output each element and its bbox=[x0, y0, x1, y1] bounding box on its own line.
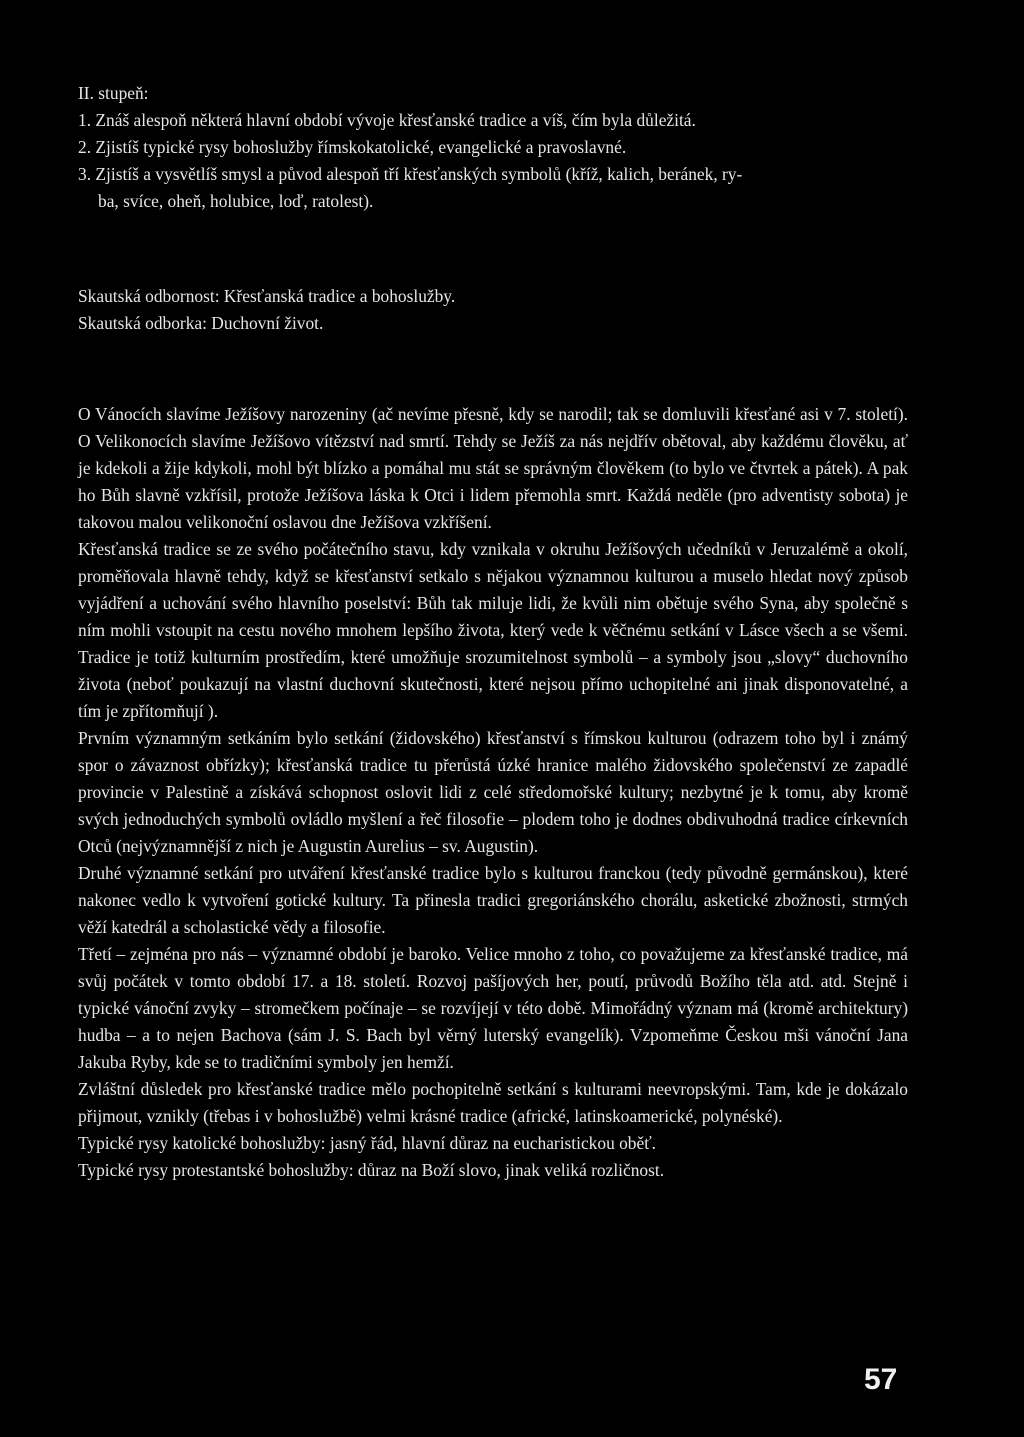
odbornost-block bbox=[78, 283, 908, 337]
paragraph: Prvním významným setkáním bylo setkání (židovského) křesťanství s římskou kulturou (odrazem toho byl i známý spor o závaznost obřízky); křesťanská tradice tu přerůstá úzké hranice malého židovského společenství ze zapadlé provincie v Palestině a získává schopnost oslovit lidi z celé středomořské kultury; nezbytné je k tomu, aby kromě svých jednoduchých symbolů ovládlo myšlení a řeč filosofie – plodem toho je dodnes obdivuhodná tradice církevních Otců (nejvýznamnější z nich je Augustin Aurelius – sv. Augustin). bbox=[78, 728, 908, 856]
odbornost-line: Skautská odbornost: Křesťanská tradice a bohoslužby. bbox=[78, 286, 456, 306]
page-number: 57 bbox=[864, 1363, 898, 1396]
paragraph: Třetí – zejména pro nás – významné období je baroko. Velice mnoho z toho, co považujeme za křesťanské tradice, má svůj počátek v tomto období 17. a 18. století. Rozvoj pašíjových her, poutí, průvodů Božího těla atd. atd. Stejně i typické vánoční zvyky – stromečkem počínaje – se rozvíjejí v této době. Mimořádný význam má (kromě architektury) hudba – a to nejen Bachova (sám J. S. Bach byl věrný luterský evangelík). Vzpomeňme Českou mši vánoční Jana Jakuba Ryby, kde se to tradičními symboly jen hemží. bbox=[78, 944, 908, 1072]
list-item-text: Zjistíš a vysvětlíš smysl a původ alespoň tří křesťanských symbolů (kříž, kalich, beránek, ry- bbox=[95, 164, 743, 184]
paragraph: Typické rysy protestantské bohoslužby: důraz na Boží slovo, jinak veliká rozličnost. bbox=[78, 1160, 665, 1180]
list-item-number: 2. bbox=[78, 137, 92, 157]
requirements-list bbox=[78, 107, 908, 215]
paragraph: O Vánocích slavíme Ježíšovy narozeniny (ač nevíme přesně, kdy se narodil; tak se domluvili křesťané asi v 7. století). O Velikonocích slavíme Ježíšovo vítězství nad smrtí. Tehdy se Ježíš za nás nejdřív obětoval, aby každému člověku, ať je kdekoli a žije kdykoli, mohl být blízko a pomáhal mu stát se správným člověkem (to bylo ve čtvrtek a pátek). A pak ho Bůh slavně vzkřísil, protože Ježíšova láska k Otci i lidem přemohla smrt. Každá neděle (pro adventisty sobota) je takovou malou velikonoční oslavou dne Ježíšova vzkříšení. bbox=[78, 404, 908, 532]
list-item-number: 1. bbox=[78, 110, 92, 130]
stupen-heading: II. stupeň: bbox=[78, 83, 149, 103]
list-item-text: Zjistíš typické rysy bohoslužby římskokatolické, evangelické a pravoslavné. bbox=[95, 137, 627, 157]
list-item-number: 3. bbox=[78, 164, 92, 184]
odborka-line: Skautská odborka: Duchovní život. bbox=[78, 313, 324, 333]
list-item bbox=[78, 161, 908, 215]
paragraph: Křesťanská tradice se ze svého počátečního stavu, kdy vznikala v okruhu Ježíšových učedníků v Jeruzalémě a okolí, proměňovala hlavně tehdy, když se křesťanství setkalo s nějakou významnou kulturou a muselo hledat nový způsob vyjádření a uchování svého hlavního poselství: Bůh tak miluje lidi, že kvůli nim obětuje svého Syna, aby společně s ním mohli vstoupit na cestu nového mnohem lepšího života, který vede k věčnému setkání v Lásce všech a se všemi. Tradice je totiž kulturním prostředím, které umožňuje srozumitelnost symbolů – a symboly jsou „slovy“ duchovního života (neboť poukazují na vlastní duchovní skutečnosti, které nejsou přímo uchopitelné ani jinak disponovatelné, a tím je zpřítomňují ). bbox=[78, 539, 908, 721]
list-item bbox=[78, 134, 908, 161]
list-item-text: Znáš alespoň některá hlavní období vývoje křesťanské tradice a víš, čím byla důležitá. bbox=[95, 110, 696, 130]
page-content bbox=[78, 80, 908, 1184]
paragraph: Typické rysy katolické bohoslužby: jasný řád, hlavní důraz na eucharistickou oběť. bbox=[78, 1133, 657, 1153]
body-text bbox=[78, 401, 908, 1184]
paragraph: Zvláštní důsledek pro křesťanské tradice mělo pochopitelně setkání s kulturami neevropskými. Tam, kde je dokázalo přijmout, vznikly (třebas i v bohoslužbě) velmi krásné tradice (africké, latinskoamerické, polynéské). bbox=[78, 1079, 908, 1126]
paragraph: Druhé významné setkání pro utváření křesťanské tradice bylo s kulturou franckou (tedy původně germánskou), které nakonec vedlo k vytvoření gotické kultury. Ta přinesla tradici gregoriánského chorálu, asketické zbožnosti, strmých věží katedrál a scholastické vědy a filosofie. bbox=[78, 863, 908, 937]
list-item-text-continued: ba, svíce, oheň, holubice, loď, ratolest). bbox=[98, 191, 374, 211]
list-item bbox=[78, 107, 908, 134]
